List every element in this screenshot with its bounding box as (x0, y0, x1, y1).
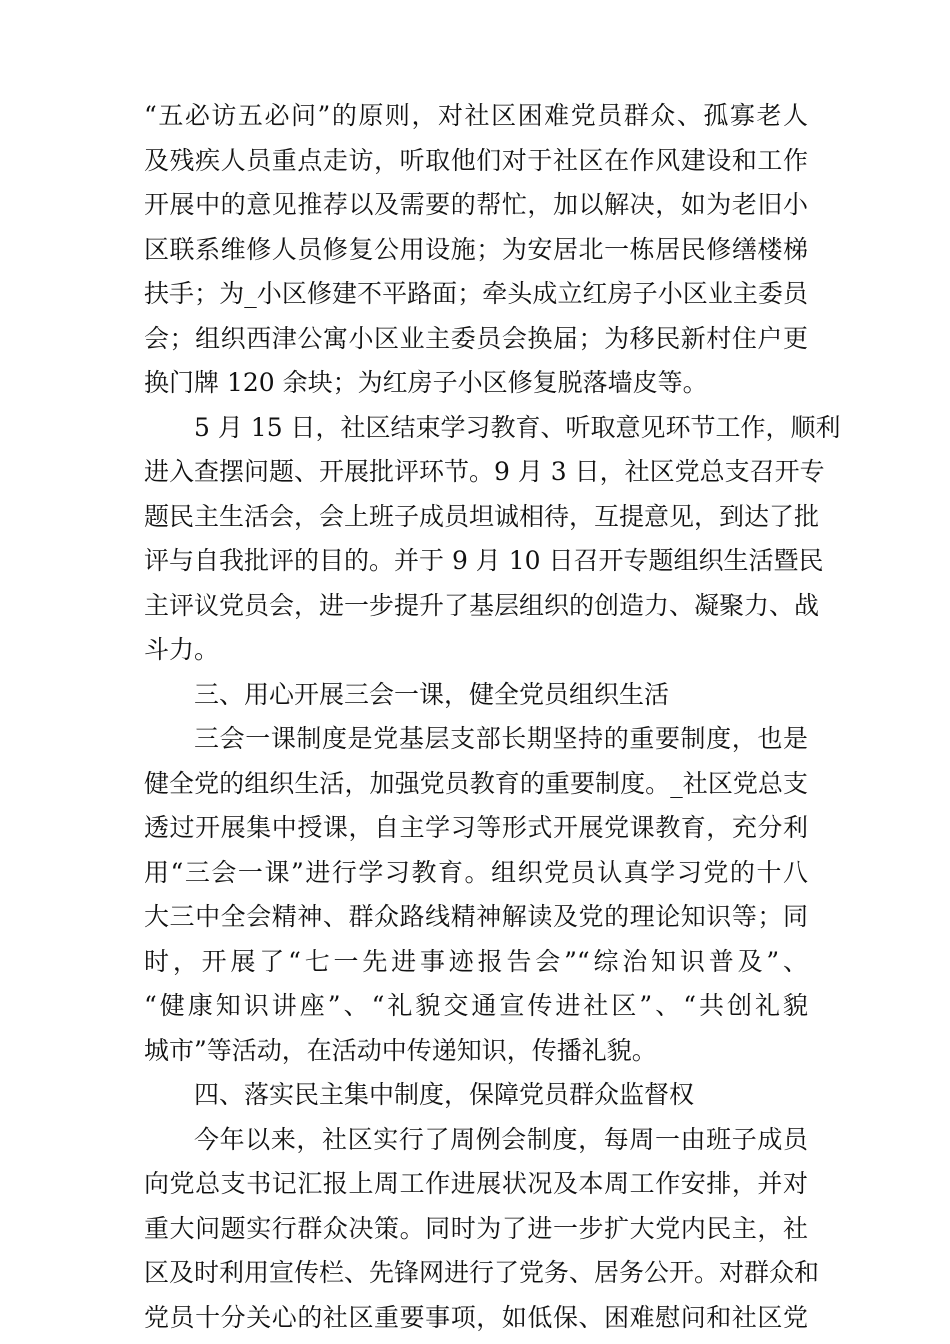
text-line: “五必访五必问”的原则，对社区困难党员群众、孤寡老人 (144, 101, 808, 130)
text-line: 健全党的组织生活，加强党员教育的重要制度。_社区党总支 (144, 768, 808, 798)
text-line: 及残疾人员重点走访，听取他们对于社区在作风建设和工作 (144, 145, 808, 175)
text-line: 扶手；为_小区修建不平路面；牵头成立红房子小区业主委员 (144, 279, 808, 308)
section-heading: 四、落实民主集中制度，保障党员群众监督权 (194, 1080, 695, 1109)
text-line: 向党总支书记汇报上周工作进展状况及本周工作安排，并对 (144, 1169, 808, 1198)
paragraph-start-line: 5 月 15 日，社区结束学习教育、听取意见环节工作，顺利 (194, 412, 841, 442)
paragraph-start-line: 三会一课制度是党基层支部长期坚持的重要制度，也是 (194, 724, 808, 753)
text-line: 用“三会一课”进行学习教育。组织党员认真学习党的十八 (144, 857, 808, 887)
paragraph-start-line: 今年以来，社区实行了周例会制度，每周一由班子成员 (194, 1124, 808, 1154)
text-line: 主评议党员会，进一步提升了基层组织的创造力、凝聚力、战 (144, 590, 820, 620)
text-line: 城市”等活动，在活动中传递知识，传播礼貌。 (144, 1035, 657, 1065)
text-line: 区及时利用宣传栏、先锋网进行了党务、居务公开。对群众和 (144, 1258, 820, 1287)
text-line: 党员十分关心的社区重要事项，如低保、困难慰问和社区党 (144, 1302, 808, 1332)
text-line: 评与自我批评的目的。并于 9 月 10 日召开专题组织生活暨民 (144, 546, 824, 575)
text-line: 进入查摆问题、开展批评环节。9 月 3 日，社区党总支召开专 (144, 457, 825, 486)
text-line: 题民主生活会，会上班子成员坦诚相待，互提意见，到达了批 (144, 501, 820, 531)
text-line: 区联系维修人员修复公用设施；为安居北一栋居民修缮楼梯 (144, 234, 808, 264)
text-line: 换门牌 120 余块；为红房子小区修复脱落墙皮等。 (144, 368, 708, 397)
text-line: 透过开展集中授课，自主学习等形式开展党课教育，充分利 (144, 813, 808, 842)
text-line: 开展中的意见推荐以及需要的帮忙，加以解决，如为老旧小 (144, 190, 808, 219)
text-line: 斗力。 (144, 635, 220, 664)
document-body (144, 94, 841, 1340)
text-line: 重大问题实行群众决策。同时为了进一步扩大党内民主，社 (144, 1213, 808, 1243)
text-line: 大三中全会精神、群众路线精神解读及党的理论知识等；同 (144, 902, 808, 931)
section-heading: 三、用心开展三会一课，健全党员组织生活 (194, 679, 670, 709)
text-line: 时，开展了“七一先进事迹报告会”“综治知识普及”、 (144, 946, 808, 976)
text-line: “健康知识讲座”、“礼貌交通宣传进社区”、“共创礼貌 (144, 991, 808, 1020)
text-line: 会；组织西津公寓小区业主委员会换届；为移民新村住户更 (144, 323, 808, 353)
